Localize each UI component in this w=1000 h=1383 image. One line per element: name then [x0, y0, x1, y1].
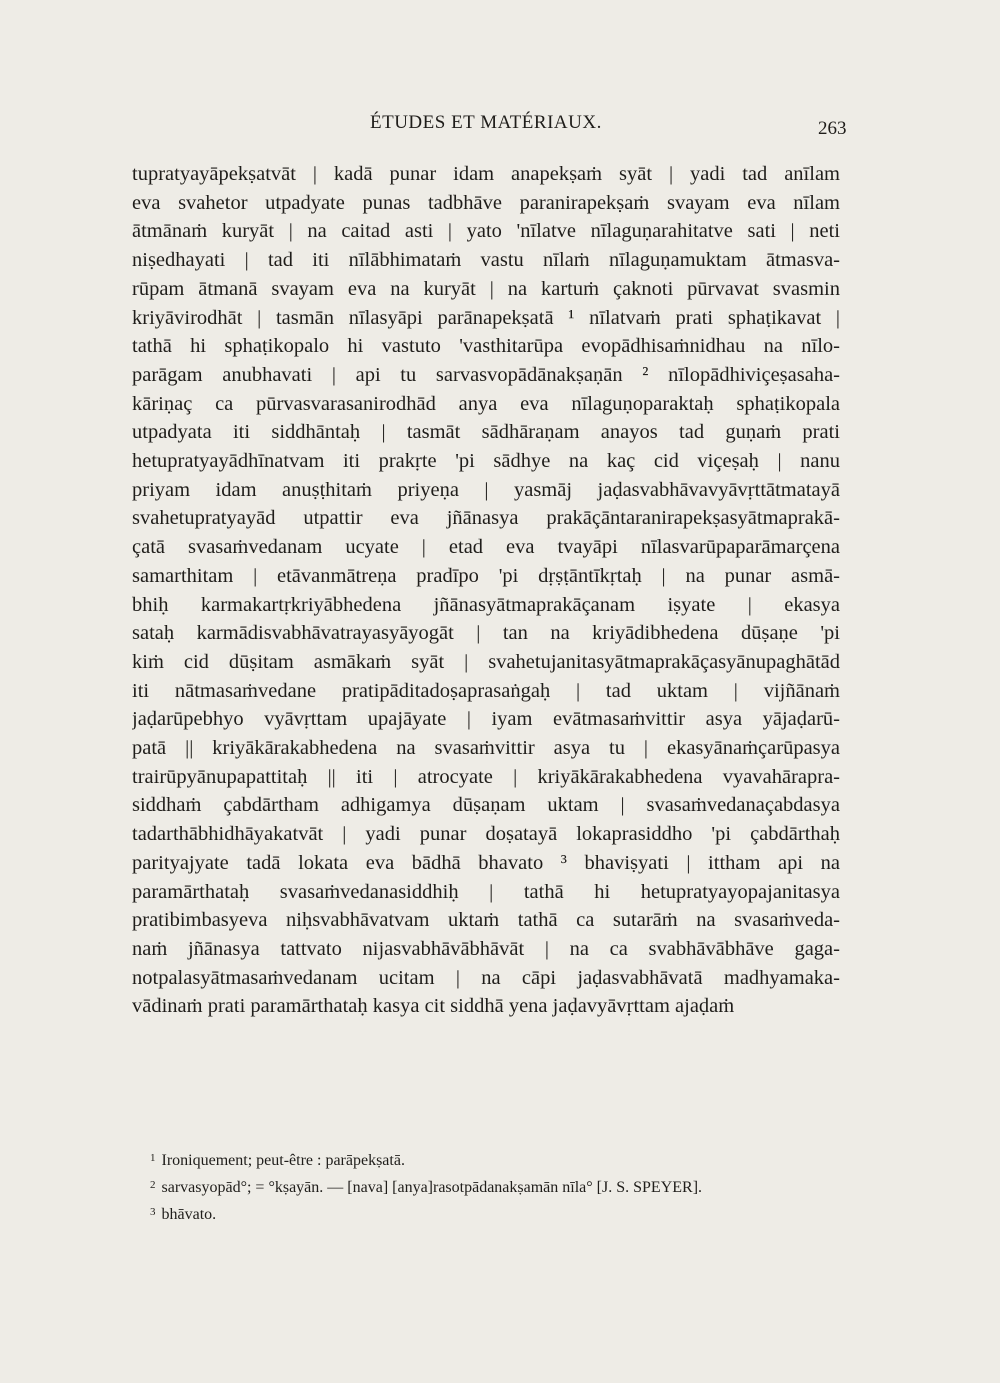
text-line: priyam idam anuṣṭhitaṁ priyeṇa | yasmāj jaḍasvabhāvavyāvṛttātmatayā	[132, 478, 840, 501]
text-line: bhiḥ karmakartṛkriyābhedena jñānasyātmaprakāçanam iṣyate | ekasya	[132, 593, 840, 616]
text-line: notpalasyātmasaṁvedanam ucitam | na cāpi jaḍasvabhāvatā madhyamaka-	[132, 966, 840, 989]
footnote-text: bhāvato.	[161, 1206, 217, 1223]
text-line: siddhaṁ çabdārtham adhigamya dūṣaṇam uktam | svasaṁvedanaçabdasya	[132, 794, 840, 817]
text-line: tupratyayāpekṣatvāt | kadā punar idam anapekṣaṁ syāt | yadi tad anīlam	[132, 163, 840, 185]
text-line: naṁ jñānasya tattvato nijasvabhāvābhāvāt | na ca svabhāvābhāve gaga-	[132, 937, 840, 960]
footnote-3	[150, 1200, 850, 1227]
text-line: rūpam ātmanā svayam eva na kuryāt | na kartuṁ çaknoti pūrvavat svasmin	[132, 277, 840, 300]
text-line: jaḍarūpebhyo vyāvṛttam upajāyate | iyam evātmasaṁvittir asya yājaḍarū-	[132, 708, 840, 731]
text-line: iti nātmasaṁvedane pratipāditadoṣaprasaṅgaḥ | tad uktam | vijñānaṁ	[132, 679, 840, 702]
text-line: sataḥ karmādisvabhāvatrayasyāyogāt | tan na kriyādibhedena dūṣaṇe 'pi	[132, 622, 840, 645]
text-line: çatā svasaṁvedanam ucyate | etad eva tvayāpi nīlasvarūpaparāmarçena	[132, 536, 840, 559]
text-line: kiṁ cid dūṣitam asmākaṁ syāt | svahetujanitasyātmaprakāçasyānupaghātād	[132, 650, 840, 673]
text-line: utpadyata iti siddhāntaḥ | tasmāt sādhāraṇam anayos tad guṇaṁ prati	[132, 421, 840, 444]
text-line: trairūpyānupapattitaḥ || iti | atrocyate | kriyākārakabhedena vyavahārapra-	[132, 765, 840, 788]
footnote-mark: 3	[150, 1206, 156, 1218]
footnote-2	[150, 1173, 850, 1200]
text-line: pratibimbasyeva niḥsvabhāvatvam uktaṁ tathā ca sutarāṁ na svasaṁveda-	[132, 909, 840, 932]
text-line: samarthitam | etāvanmātreṇa pradīpo 'pi dṛṣṭāntīkṛtaḥ | na punar asmā-	[132, 564, 840, 587]
footnotes	[150, 1146, 850, 1227]
text-line: vādinaṁ prati paramārthataḥ kasya cit siddhā yena jaḍavyāvṛttam ajaḍaṁ	[132, 995, 735, 1018]
footnote-text: Ironiquement; peut-être : parāpekṣatā.	[161, 1152, 405, 1169]
text-line: kriyāvirodhāt | tasmān nīlasyāpi parānapekṣatā ¹ nīlatvaṁ prati sphaṭikavat |	[132, 306, 840, 329]
footnote-mark: 1	[150, 1152, 156, 1164]
footnote-mark: 2	[150, 1179, 156, 1191]
text-line: niṣedhayati | tad iti nīlābhimataṁ vastu nīlaṁ nīlaguṇamuktam ātmasva-	[132, 249, 840, 272]
text-line: patā || kriyākārakabhedena na svasaṁvittir asya tu | ekasyānaṁçarūpasya	[132, 737, 840, 760]
text-line: eva svahetor utpadyate punas tadbhāve paranirapekṣaṁ svayam eva nīlam	[132, 191, 840, 214]
text-line: hetupratyayādhīnatvam iti prakṛte 'pi sādhye na kaç cid viçeṣaḥ | nanu	[132, 450, 840, 473]
text-line: parāgam anubhavati | api tu sarvasvopādānakṣaṇān ² nīlopādhiviçeṣasaha-	[132, 363, 840, 386]
text-line: svahetupratyayād utpattir eva jñānasya prakāçāntaranirapekṣasyātmaprakā-	[132, 507, 840, 530]
text-line: paramārthataḥ svasaṁvedanasiddhiḥ | tathā hi hetupratyayopajanitasya	[132, 880, 840, 903]
page-number: 263	[818, 118, 847, 139]
text-line: ātmānaṁ kuryāt | na caitad asti | yato 'nīlatve nīlaguṇarahitatve sati | neti	[132, 220, 840, 243]
text-line: kāriṇaç ca pūrvasvarasanirodhād anya eva nīlaguṇoparaktaḥ sphaṭikopala	[132, 392, 840, 415]
body-text	[132, 160, 840, 1021]
footnote-1	[150, 1146, 850, 1173]
text-line: parityajyate tadā lokata eva bādhā bhavato ³ bhaviṣyati | ittham api na	[132, 851, 840, 874]
text-line: tathā hi sphaṭikopalo hi vastuto 'vasthitarūpa evopādhisaṁnidhau na nīlo-	[132, 335, 840, 358]
running-head: ÉTUDES ET MATÉRIAUX.	[370, 112, 602, 133]
footnote-text: sarvasyopād°; = °kṣayān. — [nava] [anya]rasotpādanakṣamān nīla° [J. S. SPEYER].	[161, 1179, 703, 1196]
text-line: tadarthābhidhāyakatvāt | yadi punar doṣatayā lokaprasiddho 'pi çabdārthaḥ	[132, 823, 840, 846]
